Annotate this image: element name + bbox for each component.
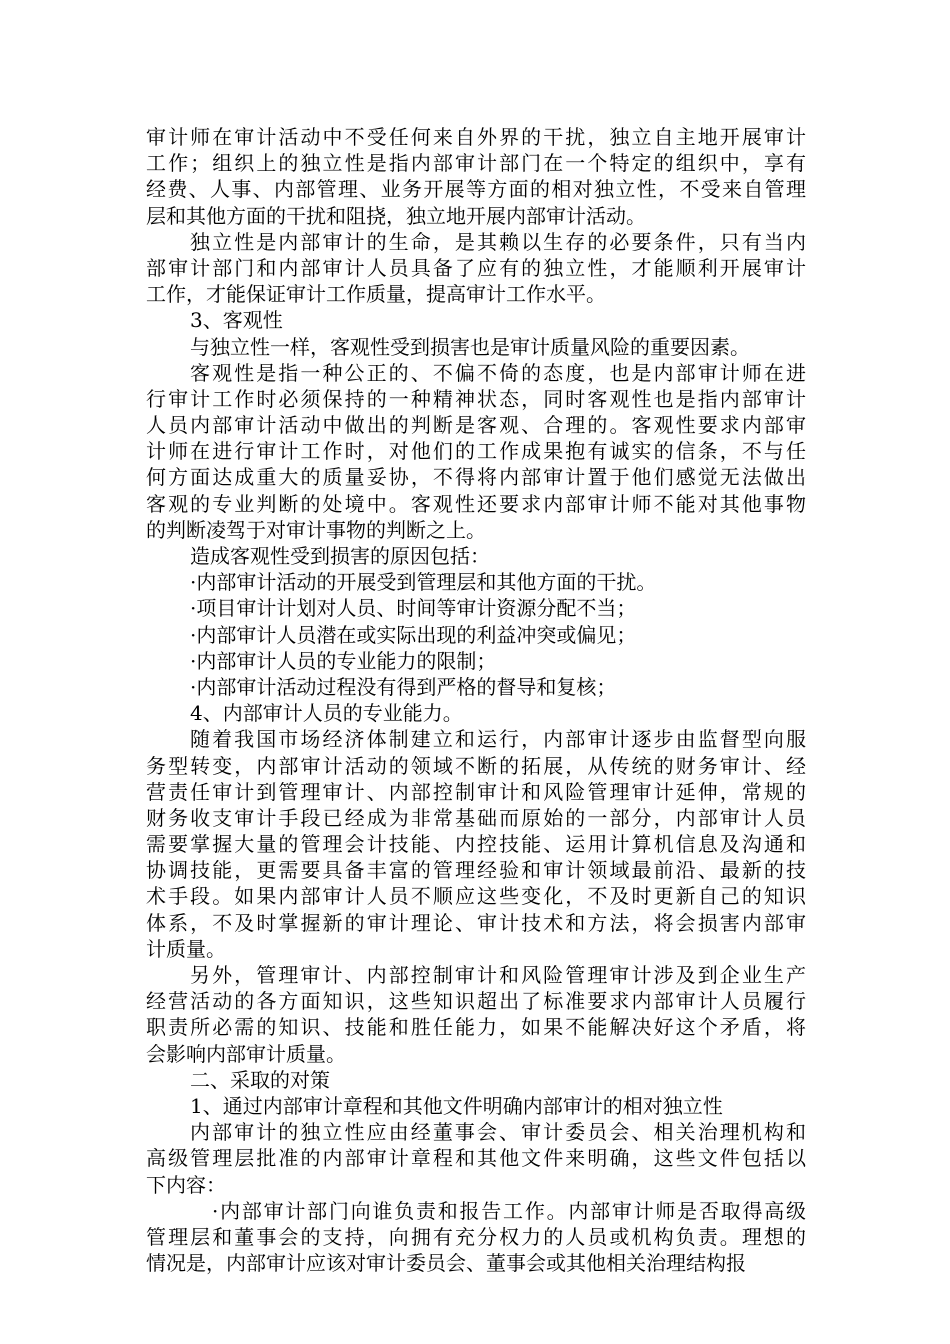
text-line: ·内部审计活动过程没有得到严格的督导和复核； bbox=[190, 674, 617, 699]
text-line: 财务收支审计手段已经成为非常基础而原始的一部分，内部审计人员 bbox=[146, 805, 806, 830]
paragraph bbox=[146, 307, 806, 333]
paragraph bbox=[146, 1093, 806, 1119]
text-line: 下内容： bbox=[146, 1172, 226, 1197]
text-line: 的判断凌驾于对审计事物的判断之上。 bbox=[146, 517, 486, 542]
document-body bbox=[146, 124, 806, 1276]
paragraph bbox=[146, 674, 806, 700]
paragraph bbox=[146, 543, 806, 569]
text-line: 独立性是内部审计的生命，是其赖以生存的必要条件，只有当内 bbox=[190, 229, 806, 254]
text-line: 部审计部门和内部审计人员具备了应有的独立性，才能顺利开展审计 bbox=[146, 255, 806, 280]
text-line: 客观的专业判断的处境中。客观性还要求内部审计师不能对其他事物 bbox=[146, 491, 806, 516]
paragraph bbox=[146, 962, 806, 1067]
text-line: 会影响内部审计质量。 bbox=[146, 1041, 346, 1066]
text-line: 高级管理层批准的内部审计章程和其他文件来明确，这些文件包括以 bbox=[146, 1146, 806, 1171]
text-line: 工作；组织上的独立性是指内部审计部门在一个特定的组织中，享有 bbox=[146, 151, 806, 176]
text-line: 1、通过内部审计章程和其他文件明确内部审计的相对独立性 bbox=[190, 1093, 723, 1118]
paragraph bbox=[146, 1198, 806, 1277]
paragraph bbox=[146, 1119, 806, 1198]
text-line: 人员内部审计活动中做出的判断是客观、合理的。客观性要求内部审 bbox=[146, 413, 806, 438]
text-line: 协调技能，更需要具备丰富的管理经验和审计领域最前沿、最新的技 bbox=[146, 858, 806, 883]
text-line: 4、内部审计人员的专业能力。 bbox=[190, 701, 463, 726]
text-line: 务型转变，内部审计活动的领域不断的拓展，从传统的财务审计、经 bbox=[146, 753, 806, 778]
paragraph bbox=[146, 595, 806, 621]
text-line: 随着我国市场经济体制建立和运行，内部审计逐步由监督型向服 bbox=[190, 727, 806, 752]
text-line: 经营活动的各方面知识，这些知识超出了标准要求内部审计人员履行 bbox=[146, 989, 806, 1014]
text-line: 造成客观性受到损害的原因包括： bbox=[190, 544, 490, 568]
text-line: ·内部审计活动的开展受到管理层和其他方面的干扰。 bbox=[190, 570, 657, 595]
text-line: 术手段。如果内部审计人员不顺应这些变化，不及时更新自己的知识 bbox=[146, 884, 806, 909]
paragraph bbox=[146, 334, 806, 360]
text-line: 情况是，内部审计应该对审计委员会、董事会或其他相关治理结构报 bbox=[146, 1251, 746, 1276]
paragraph bbox=[146, 569, 806, 595]
text-line: 职责所必需的知识、技能和胜任能力，如果不能解决好这个矛盾，将 bbox=[146, 1015, 806, 1040]
text-line: 行审计工作时必须保持的一种精神状态，同时客观性也是指内部审计 bbox=[146, 386, 806, 411]
text-line: ·内部审计人员潜在或实际出现的利益冲突或偏见； bbox=[190, 622, 637, 647]
paragraph bbox=[146, 1067, 806, 1093]
paragraph bbox=[146, 124, 806, 229]
text-line: 审计师在审计活动中不受任何来自外界的干扰，独立自主地开展审计 bbox=[146, 125, 806, 149]
text-line: 客观性是指一种公正的、不偏不倚的态度，也是内部审计师在进 bbox=[190, 360, 806, 385]
text-line: ·内部审计部门向谁负责和报告工作。内部审计师是否取得高级 bbox=[212, 1198, 806, 1223]
paragraph bbox=[146, 360, 806, 543]
text-line: ·项目审计计划对人员、时间等审计资源分配不当； bbox=[190, 596, 637, 621]
text-line: 需要掌握大量的管理会计技能、内控技能、运用计算机信息及沟通和 bbox=[146, 832, 806, 857]
text-line: 何方面达成重大的质量妥协，不得将内部审计置于他们感觉无法做出 bbox=[146, 465, 806, 490]
text-line: 3、客观性 bbox=[190, 308, 283, 333]
text-line: 营责任审计到管理审计、内部控制审计和风险管理审计延伸，常规的 bbox=[146, 779, 806, 804]
text-line: 管理层和董事会的支持，向拥有充分权力的人员或机构负责。理想的 bbox=[146, 1224, 806, 1249]
text-line: 内部审计的独立性应由经董事会、审计委员会、相关治理机构和 bbox=[190, 1120, 806, 1145]
paragraph bbox=[146, 229, 806, 308]
text-line: 层和其他方面的干扰和阻挠，独立地开展内部审计活动。 bbox=[146, 203, 646, 228]
text-line: 与独立性一样，客观性受到损害也是审计质量风险的重要因素。 bbox=[190, 334, 750, 359]
paragraph bbox=[146, 700, 806, 726]
text-line: 工作，才能保证审计工作质量，提高审计工作水平。 bbox=[146, 282, 606, 307]
text-line: 体系，不及时掌握新的审计理论、审计技术和方法，将会损害内部审 bbox=[146, 910, 806, 935]
text-line: 计质量。 bbox=[146, 936, 226, 961]
text-line: 计师在进行审计工作时，对他们的工作成果抱有诚实的信条，不与任 bbox=[146, 439, 806, 464]
paragraph bbox=[146, 622, 806, 648]
text-line: ·内部审计人员的专业能力的限制； bbox=[190, 648, 497, 673]
paragraph bbox=[146, 726, 806, 962]
text-line: 经费、人事、内部管理、业务开展等方面的相对独立性，不受来自管理 bbox=[146, 177, 806, 202]
text-line: 二、采取的对策 bbox=[190, 1067, 330, 1092]
text-line: 另外，管理审计、内部控制审计和风险管理审计涉及到企业生产 bbox=[190, 963, 806, 987]
paragraph bbox=[146, 648, 806, 674]
